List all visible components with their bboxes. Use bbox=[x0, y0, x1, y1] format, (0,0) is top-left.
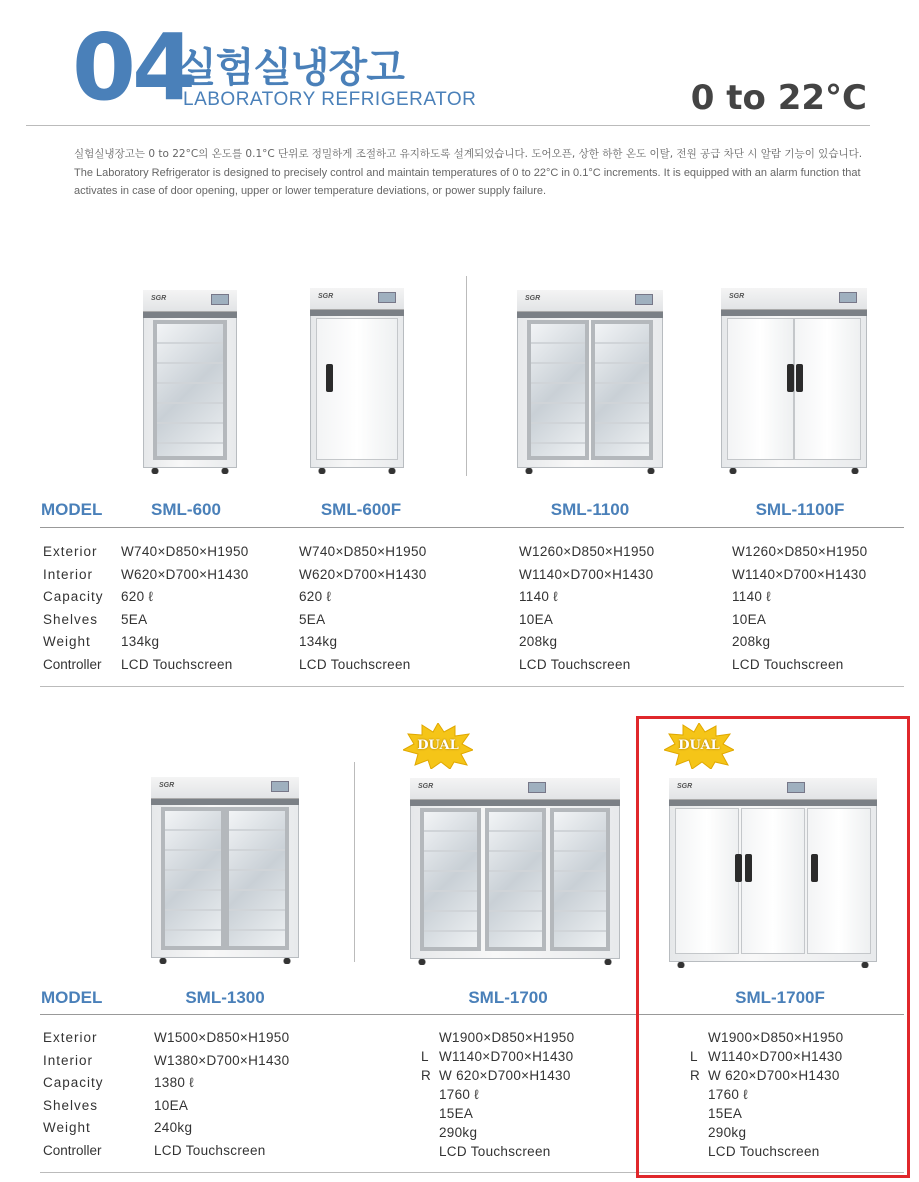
side-marker-right: R bbox=[421, 1068, 431, 1083]
spec-value: 1760 ℓ bbox=[708, 1087, 748, 1102]
product-image-sml-1100f: SGR bbox=[721, 288, 867, 474]
model-name: SML-1100F bbox=[755, 500, 845, 519]
spec-label: Exterior bbox=[43, 544, 98, 559]
spec-value: 1140 ℓ bbox=[519, 589, 558, 604]
spec-value: 15EA bbox=[439, 1106, 474, 1121]
model-name: SML-1700 bbox=[468, 988, 548, 1007]
spec-value: LCD Touchscreen bbox=[121, 656, 233, 672]
page-title-korean: 실험실냉장고 bbox=[178, 45, 404, 91]
spec-value: 10EA bbox=[154, 1097, 189, 1113]
spec-value: W1260×D850×H1950 bbox=[732, 544, 868, 559]
spec-value: LCD Touchscreen bbox=[708, 1144, 820, 1159]
temperature-range: 0 to 22°C bbox=[690, 78, 867, 118]
model-label: MODEL bbox=[41, 988, 103, 1007]
spec-values-sml-1300 bbox=[154, 1027, 289, 1162]
spec-value: 10EA bbox=[732, 611, 767, 627]
spec-value: 134kg bbox=[299, 634, 338, 649]
model-name: SML-600F bbox=[320, 500, 402, 519]
side-marker-right: R bbox=[690, 1068, 700, 1083]
table-rule bbox=[40, 686, 904, 687]
spec-values-sml-1100 bbox=[519, 541, 654, 676]
spec-label: Weight bbox=[43, 634, 91, 649]
side-marker-left: L bbox=[690, 1049, 698, 1064]
side-marker-left: L bbox=[421, 1049, 429, 1064]
spec-value: LCD Touchscreen bbox=[299, 656, 411, 672]
product-image-sml-1700f: SGR bbox=[669, 778, 877, 968]
spec-value: LCD Touchscreen bbox=[519, 656, 631, 672]
dual-badge: DUAL bbox=[664, 723, 734, 769]
spec-value: W1260×D850×H1950 bbox=[519, 544, 655, 559]
spec-label: Capacity bbox=[43, 1075, 104, 1090]
spec-value: LCD Touchscreen bbox=[732, 656, 844, 672]
spec-value: 5EA bbox=[121, 611, 148, 627]
spec-label: Controller bbox=[43, 1142, 102, 1158]
page-title-english: LABORATORY REFRIGERATOR bbox=[183, 89, 477, 110]
description-english: The Laboratory Refrigerator is designed to precisely control and maintain temperatures of 0 to 22°C in 0.1°C increments. It is equipped with an alarm function that activates in case of door opening, upper or lower temperature deviations, or power supply failure. bbox=[74, 167, 861, 197]
spec-value: 620 ℓ bbox=[121, 589, 154, 604]
spec-value: 620 ℓ bbox=[299, 589, 332, 604]
section-number: 04 bbox=[72, 14, 193, 121]
spec-label: Capacity bbox=[43, 589, 104, 604]
spec-value: 15EA bbox=[708, 1106, 743, 1121]
description-korean: 실험실냉장고는 0 to 22°C의 온도를 0.1°C 단위로 정밀하게 조절하고 유지하도록 설계되었습니다. 도어오픈, 상한 하한 온도 이탈, 전원 공급 차단 시 알람 기능이 있습니다. bbox=[74, 148, 863, 160]
spec-label: Controller bbox=[43, 656, 102, 672]
model-name: SML-1100 bbox=[550, 500, 630, 519]
spec-value: 134kg bbox=[121, 634, 160, 649]
product-image-sml-1100: SGR bbox=[517, 290, 663, 474]
spec-value: W 620×D700×H1430 bbox=[439, 1068, 571, 1083]
spec-value: 240kg bbox=[154, 1120, 193, 1135]
model-name: SML-600 bbox=[151, 500, 221, 519]
spec-value: W1140×D700×H1430 bbox=[732, 566, 867, 582]
spec-value: 208kg bbox=[732, 634, 771, 649]
spec-label: Interior bbox=[43, 1052, 94, 1068]
spec-label: Shelves bbox=[43, 1097, 99, 1113]
spec-values-sml-600 bbox=[121, 541, 249, 676]
spec-value: W1900×D850×H1950 bbox=[439, 1030, 575, 1045]
spec-values-sml-600f bbox=[299, 541, 427, 676]
spec-value: W620×D700×H1430 bbox=[121, 566, 249, 582]
spec-labels bbox=[43, 541, 104, 676]
product-image-sml-1700: SGR bbox=[410, 778, 620, 965]
column-separator bbox=[466, 276, 467, 476]
spec-value: 10EA bbox=[519, 611, 554, 627]
spec-value: W 620×D700×H1430 bbox=[708, 1068, 840, 1083]
spec-value: LCD Touchscreen bbox=[154, 1142, 266, 1158]
product-image-sml-600f: SGR bbox=[310, 288, 404, 474]
spec-value: W1500×D850×H1950 bbox=[154, 1030, 290, 1045]
spec-value: W1140×D700×H1430 bbox=[439, 1049, 574, 1064]
model-label: MODEL bbox=[41, 500, 103, 519]
header-divider bbox=[26, 125, 870, 126]
column-separator bbox=[354, 762, 355, 962]
spec-value: W1140×D700×H1430 bbox=[708, 1049, 843, 1064]
spec-value: 5EA bbox=[299, 611, 326, 627]
spec-value: W740×D850×H1950 bbox=[121, 544, 249, 559]
spec-value: W740×D850×H1950 bbox=[299, 544, 427, 559]
spec-label: Weight bbox=[43, 1120, 91, 1135]
spec-value: LCD Touchscreen bbox=[439, 1144, 551, 1159]
table-rule bbox=[40, 527, 904, 528]
spec-values-sml-1100f bbox=[732, 541, 867, 676]
spec-value: 290kg bbox=[708, 1125, 747, 1140]
spec-value: W1140×D700×H1430 bbox=[519, 566, 654, 582]
spec-value: 1140 ℓ bbox=[732, 589, 771, 604]
side-markers bbox=[421, 1047, 431, 1085]
spec-value: 1760 ℓ bbox=[439, 1087, 479, 1102]
product-image-sml-1300: SGR bbox=[151, 777, 299, 964]
spec-label: Shelves bbox=[43, 611, 99, 627]
spec-value: 1380 ℓ bbox=[154, 1075, 194, 1090]
spec-values-sml-1700 bbox=[439, 1028, 574, 1161]
spec-label: Interior bbox=[43, 566, 94, 582]
model-name: SML-1700F bbox=[735, 988, 825, 1007]
selection-highlight-sml-1700f bbox=[636, 716, 910, 1178]
spec-value: W1900×D850×H1950 bbox=[708, 1030, 844, 1045]
dual-badge: DUAL bbox=[403, 723, 473, 769]
spec-value: W620×D700×H1430 bbox=[299, 566, 427, 582]
spec-label: Exterior bbox=[43, 1030, 98, 1045]
spec-value: 208kg bbox=[519, 634, 558, 649]
model-name: SML-1300 bbox=[185, 988, 265, 1007]
spec-value: 290kg bbox=[439, 1125, 478, 1140]
product-image-sml-600: SGR bbox=[143, 290, 237, 474]
spec-value: W1380×D700×H1430 bbox=[154, 1052, 290, 1068]
spec-labels bbox=[43, 1027, 104, 1162]
